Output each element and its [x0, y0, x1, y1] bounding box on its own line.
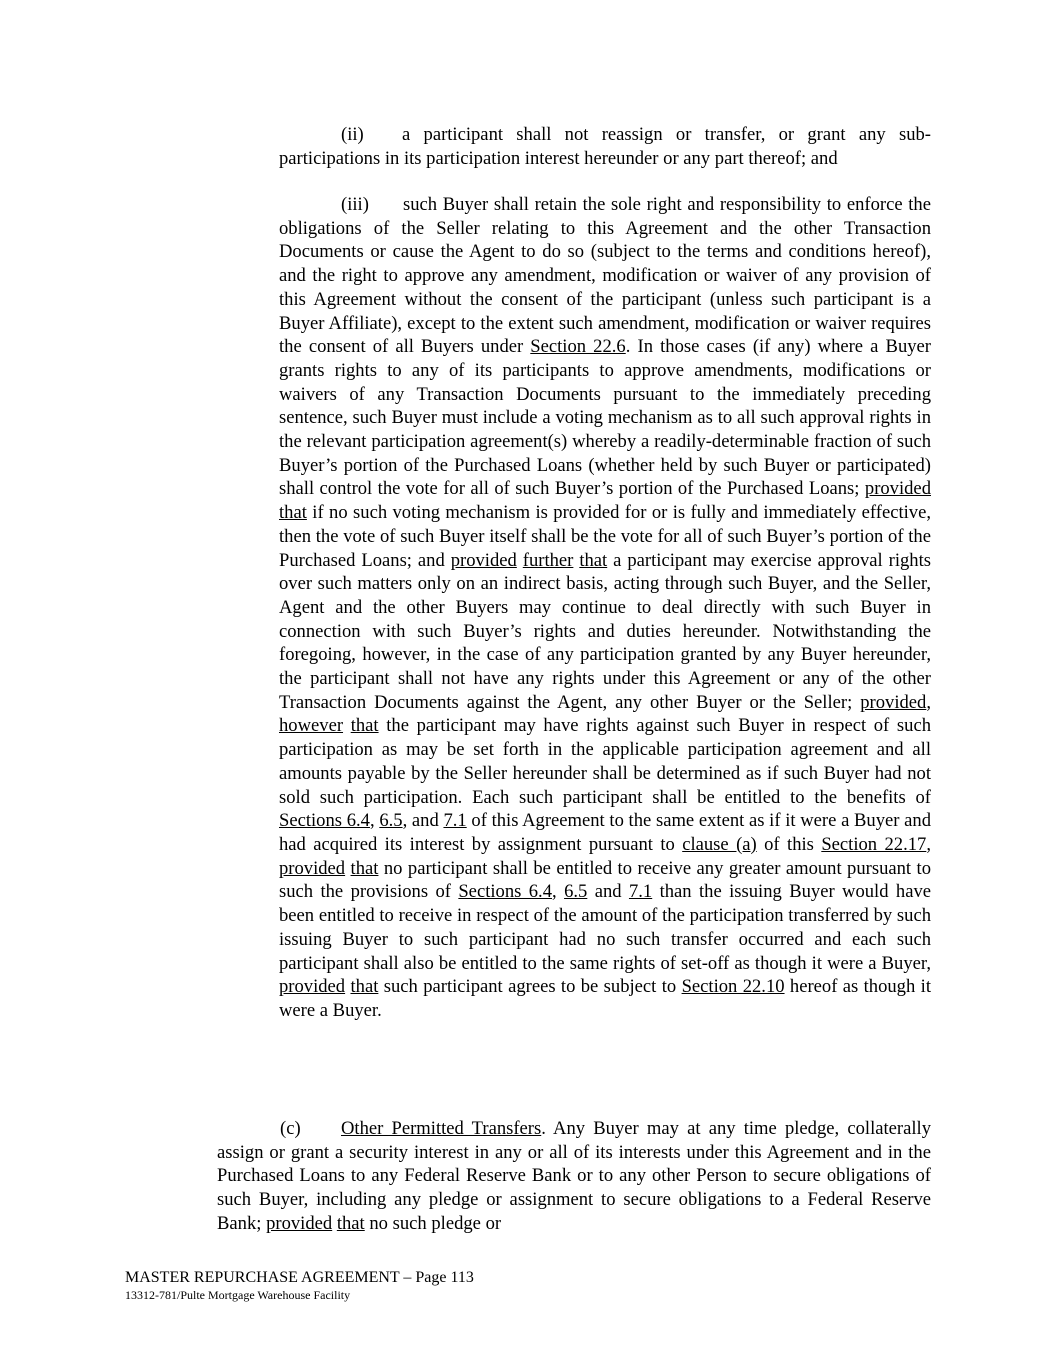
- underlined-term: that: [336, 1212, 365, 1234]
- underlined-term: provided: [279, 857, 346, 879]
- footer-document-id: 13312-781/Pulte Mortgage Warehouse Facility: [125, 1288, 351, 1302]
- page-footer: [125, 1268, 474, 1303]
- text-segment: no such pledge or: [364, 1212, 502, 1234]
- underlined-term: that: [579, 549, 608, 571]
- section-reference: 6.5: [379, 810, 403, 832]
- clause-c: [217, 1117, 931, 1236]
- text-segment: than the issuing Buyer would have been entitled to receive in respect of the amount of the participation transferred by such issuing Buyer to such participant had no such transfer occurred and each such participant shall also be entitled to the same rights of set-off as though it were a Buyer,: [279, 881, 932, 974]
- text-segment: . In those cases (if any) where a Buyer grants rights to any of its participants to approve amendments, modifications or waivers of any Transaction Documents pursuant to the immediately preceding sentence, such Buyer must include a voting mechanism as to all such approval rights in the relevant participation agreement(s) whereby a readily-determinable fraction of such Buyer’s portion of the Purchased Loans (whether held by such Buyer or participated) shall control the vote for all of such Buyer’s portion of the Purchased Loans;: [279, 336, 931, 500]
- clause-text: a participant shall not reassign or transfer, or grant any sub-participations in its participation interest hereunder or any part thereof; and: [279, 124, 931, 169]
- section-reference: Section 22.17: [821, 833, 927, 855]
- text-segment: if no such voting mechanism is provided for or is fully and immediately effective, then the vote of such Buyer itself shall be the vote for all of such Buyer’s portion of the Purchased Loans; and: [279, 502, 931, 571]
- footer-title: MASTER REPURCHASE AGREEMENT – Page 113: [125, 1269, 474, 1286]
- text-segment: the participant may have rights against such Buyer in respect of such participation as may be set forth in the applicable participation agreement and all amounts payable by the Seller hereunder shall be determined as if such Buyer had not sold such participation. Each such participant shall be entitled to the benefits of: [279, 715, 931, 808]
- clause-number: (ii): [341, 124, 364, 145]
- underlined-term: that: [279, 502, 307, 524]
- underlined-term: that: [350, 857, 379, 879]
- section-reference: Section 22.6: [530, 336, 626, 358]
- section-reference: Sections 6.4: [279, 810, 370, 832]
- section-reference: Section 22.10: [681, 976, 785, 998]
- text-segment: and: [587, 881, 629, 903]
- underlined-term: provided: [266, 1212, 333, 1234]
- section-reference: Sections 6.4: [458, 881, 552, 903]
- underlined-term: that: [350, 976, 379, 998]
- underlined-term: further: [522, 549, 574, 571]
- clause-iii: [279, 193, 931, 1023]
- underlined-term: provided: [860, 691, 927, 713]
- text-segment: , and: [402, 810, 444, 832]
- text-segment: hereof as though it were a Buyer.: [279, 976, 931, 1021]
- clause-reference: clause (a): [682, 833, 757, 855]
- text-segment: such participant agrees to be subject to: [378, 976, 682, 998]
- text-segment: . Any Buyer may at any time pledge, collaterally assign or grant a security interest in any or all of its interests under this Agreement and in the Purchased Loans to any Federal Reserve Bank or to any other Person to secure obligations of such Buyer, including any pledge or assignment to secure obligations to a Federal Reserve Bank;: [217, 1118, 931, 1234]
- punctuation: ,: [369, 810, 375, 832]
- text-segment: a participant may exercise approval rights over such matters only on an indirect basis, acting through such Buyer, and the Seller, Agent and the other Buyers may continue to deal directly with such Buyer in connection with such Buyer’s rights and duties hereunder. Notwithstanding the foregoing, however, in the case of any participation granted by any Buyer hereunder, the participant shall not have any rights under this Agreement or any of the other Transaction Documents against the Agent, any other Buyer or the Seller;: [279, 549, 931, 713]
- punctuation: ,: [926, 691, 931, 713]
- text-segment: no participant shall be entitled to receive any greater amount pursuant to such the provisions of: [279, 857, 931, 903]
- clause-number: (c): [280, 1118, 301, 1139]
- clause-heading: Other Permitted Transfers: [341, 1118, 542, 1139]
- text-segment: of this Agreement to the same extent as if it were a Buyer and had acquired its interest by assignment pursuant to: [279, 810, 931, 855]
- underlined-term: provided: [279, 976, 346, 998]
- punctuation: ,: [552, 881, 557, 903]
- underlined-term: that: [350, 715, 379, 737]
- underlined-term: provided: [864, 478, 931, 500]
- clause-number: (iii): [341, 194, 369, 215]
- section-reference: 7.1: [628, 881, 653, 903]
- underlined-term: however: [279, 715, 344, 737]
- section-reference: 6.5: [564, 881, 588, 903]
- clause-ii: [279, 123, 931, 170]
- text-segment: such Buyer shall retain the sole right and responsibility to enforce the obligations of the Seller relating to this Agreement and the other Transaction Documents or cause the Agent to do so (subject to the terms and conditions hereof), and the right to approve any amendment, modification or waiver of any provision of this Agreement without the consent of the participant (unless such participant is a Buyer Affiliate), except to the extent such amendment, modification or waiver requires the consent of all Buyers under: [279, 194, 931, 358]
- section-reference: 7.1: [443, 810, 467, 832]
- underlined-term: provided: [450, 549, 517, 571]
- punctuation: ,: [926, 833, 931, 855]
- text-segment: of this: [756, 833, 822, 855]
